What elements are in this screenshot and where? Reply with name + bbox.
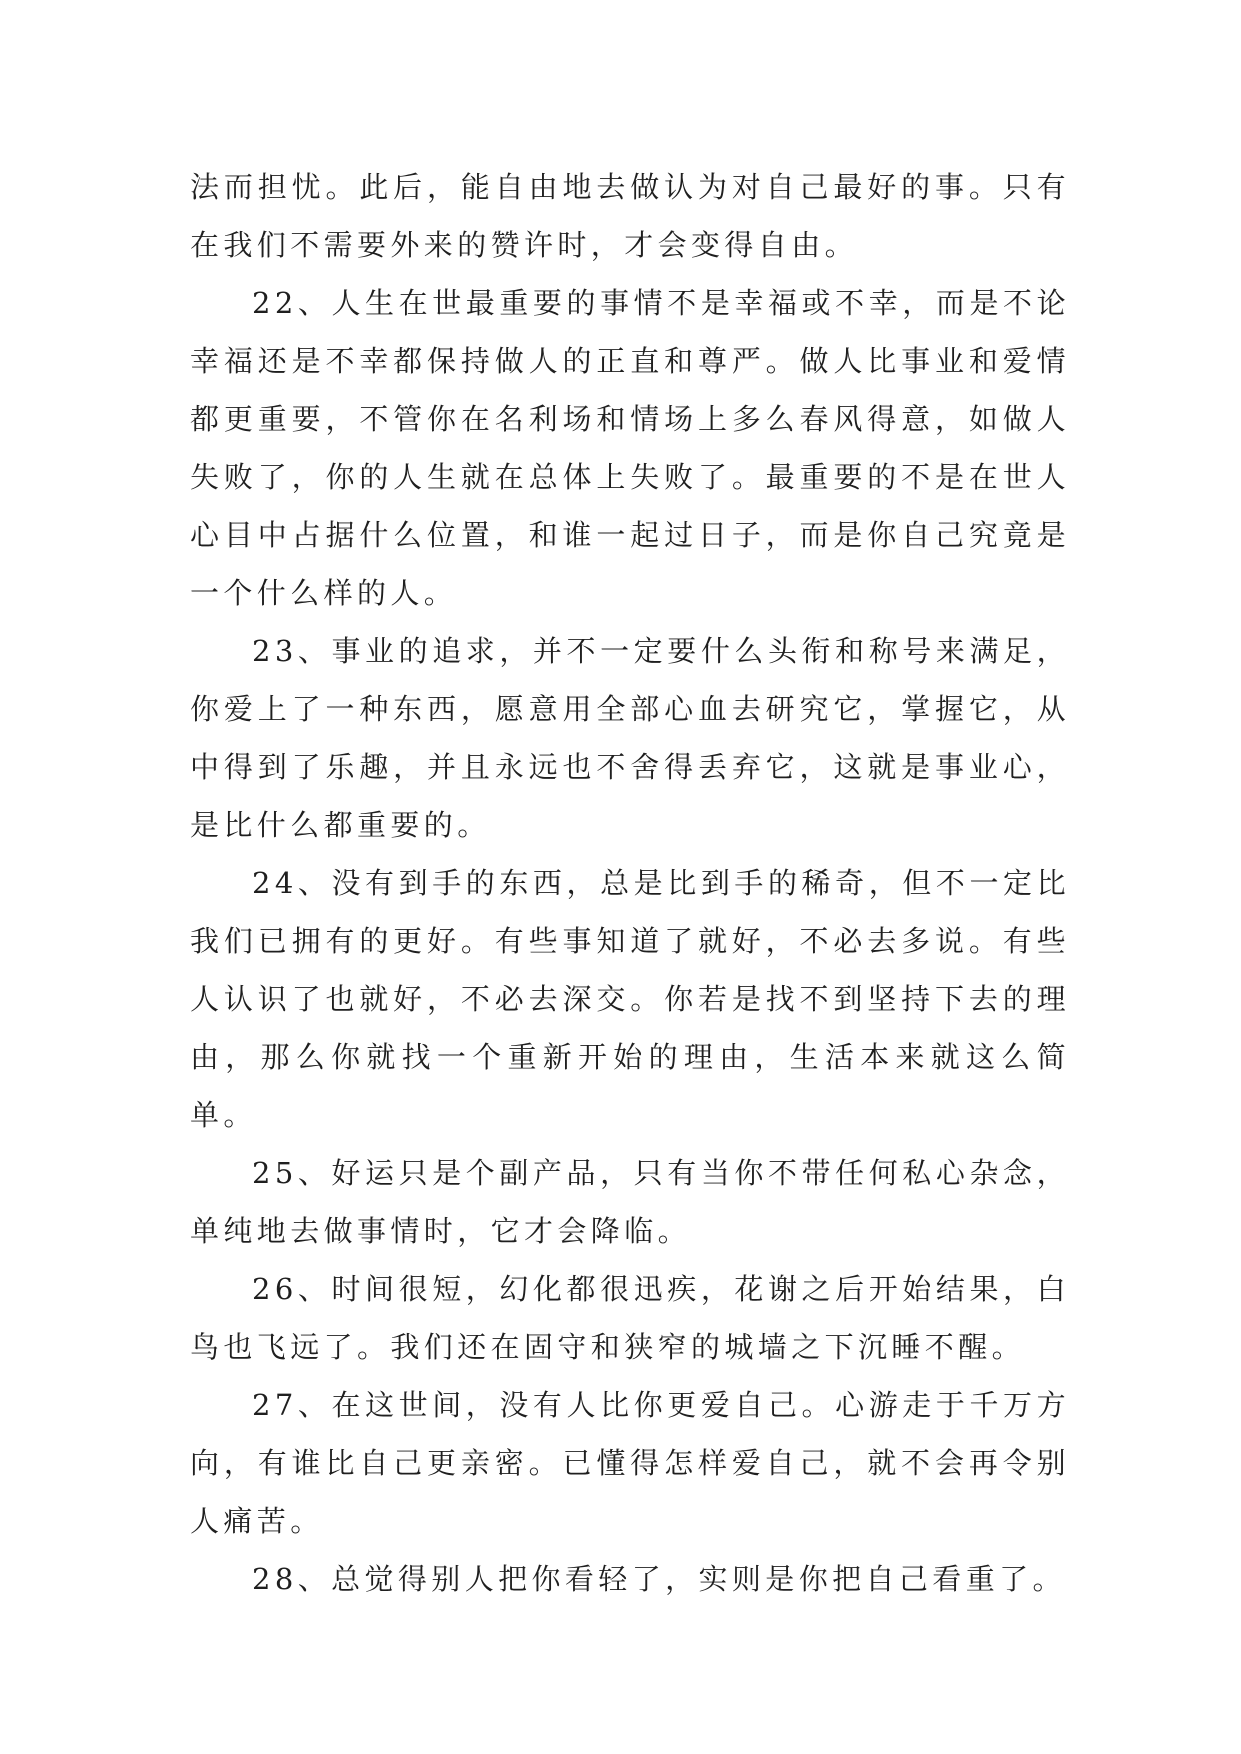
document-page	[190, 158, 1070, 1608]
paragraph-24: 24、没有到手的东西，总是比到手的稀奇，但不一定比我们已拥有的更好。有些事知道了就好，不必去多说。有些人认识了也就好，不必去深交。你若是找不到坚持下去的理由，那么你就找一个重新开始的理由，生活本来就这么简单。	[190, 866, 1070, 1132]
paragraph-28: 28、总觉得别人把你看轻了，实则是你把自己看重了。	[252, 1562, 1066, 1596]
paragraph-25: 25、好运只是个副产品，只有当你不带任何私心杂念，单纯地去做事情时，它才会降临。	[190, 1156, 1070, 1248]
paragraph-23: 23、事业的追求，并不一定要什么头衔和称号来满足，你爱上了一种东西，愿意用全部心血去研究它，掌握它，从中得到了乐趣，并且永远也不舍得丢弃它，这就是事业心，是比什么都重要的。	[190, 634, 1070, 842]
paragraph-27: 27、在这世间，没有人比你更爱自己。心游走于千万方向，有谁比自己更亲密。已懂得怎样爱自己，就不会再令别人痛苦。	[190, 1388, 1070, 1538]
paragraph-22: 22、人生在世最重要的事情不是幸福或不幸，而是不论幸福还是不幸都保持做人的正直和尊严。做人比事业和爱情都更重要，不管你在名利场和情场上多么春风得意，如做人失败了，你的人生就在总体上失败了。最重要的不是在世人心目中占据什么位置，和谁一起过日子，而是你自己究竟是一个什么样的人。	[190, 286, 1070, 610]
paragraph-26: 26、时间很短，幻化都很迅疾，花谢之后开始结果，白鸟也飞远了。我们还在固守和狭窄的城墙之下沉睡不醒。	[190, 1272, 1070, 1364]
paragraph-continuation: 法而担忧。此后，能自由地去做认为对自己最好的事。只有在我们不需要外来的赞许时，才会变得自由。	[190, 170, 1070, 262]
